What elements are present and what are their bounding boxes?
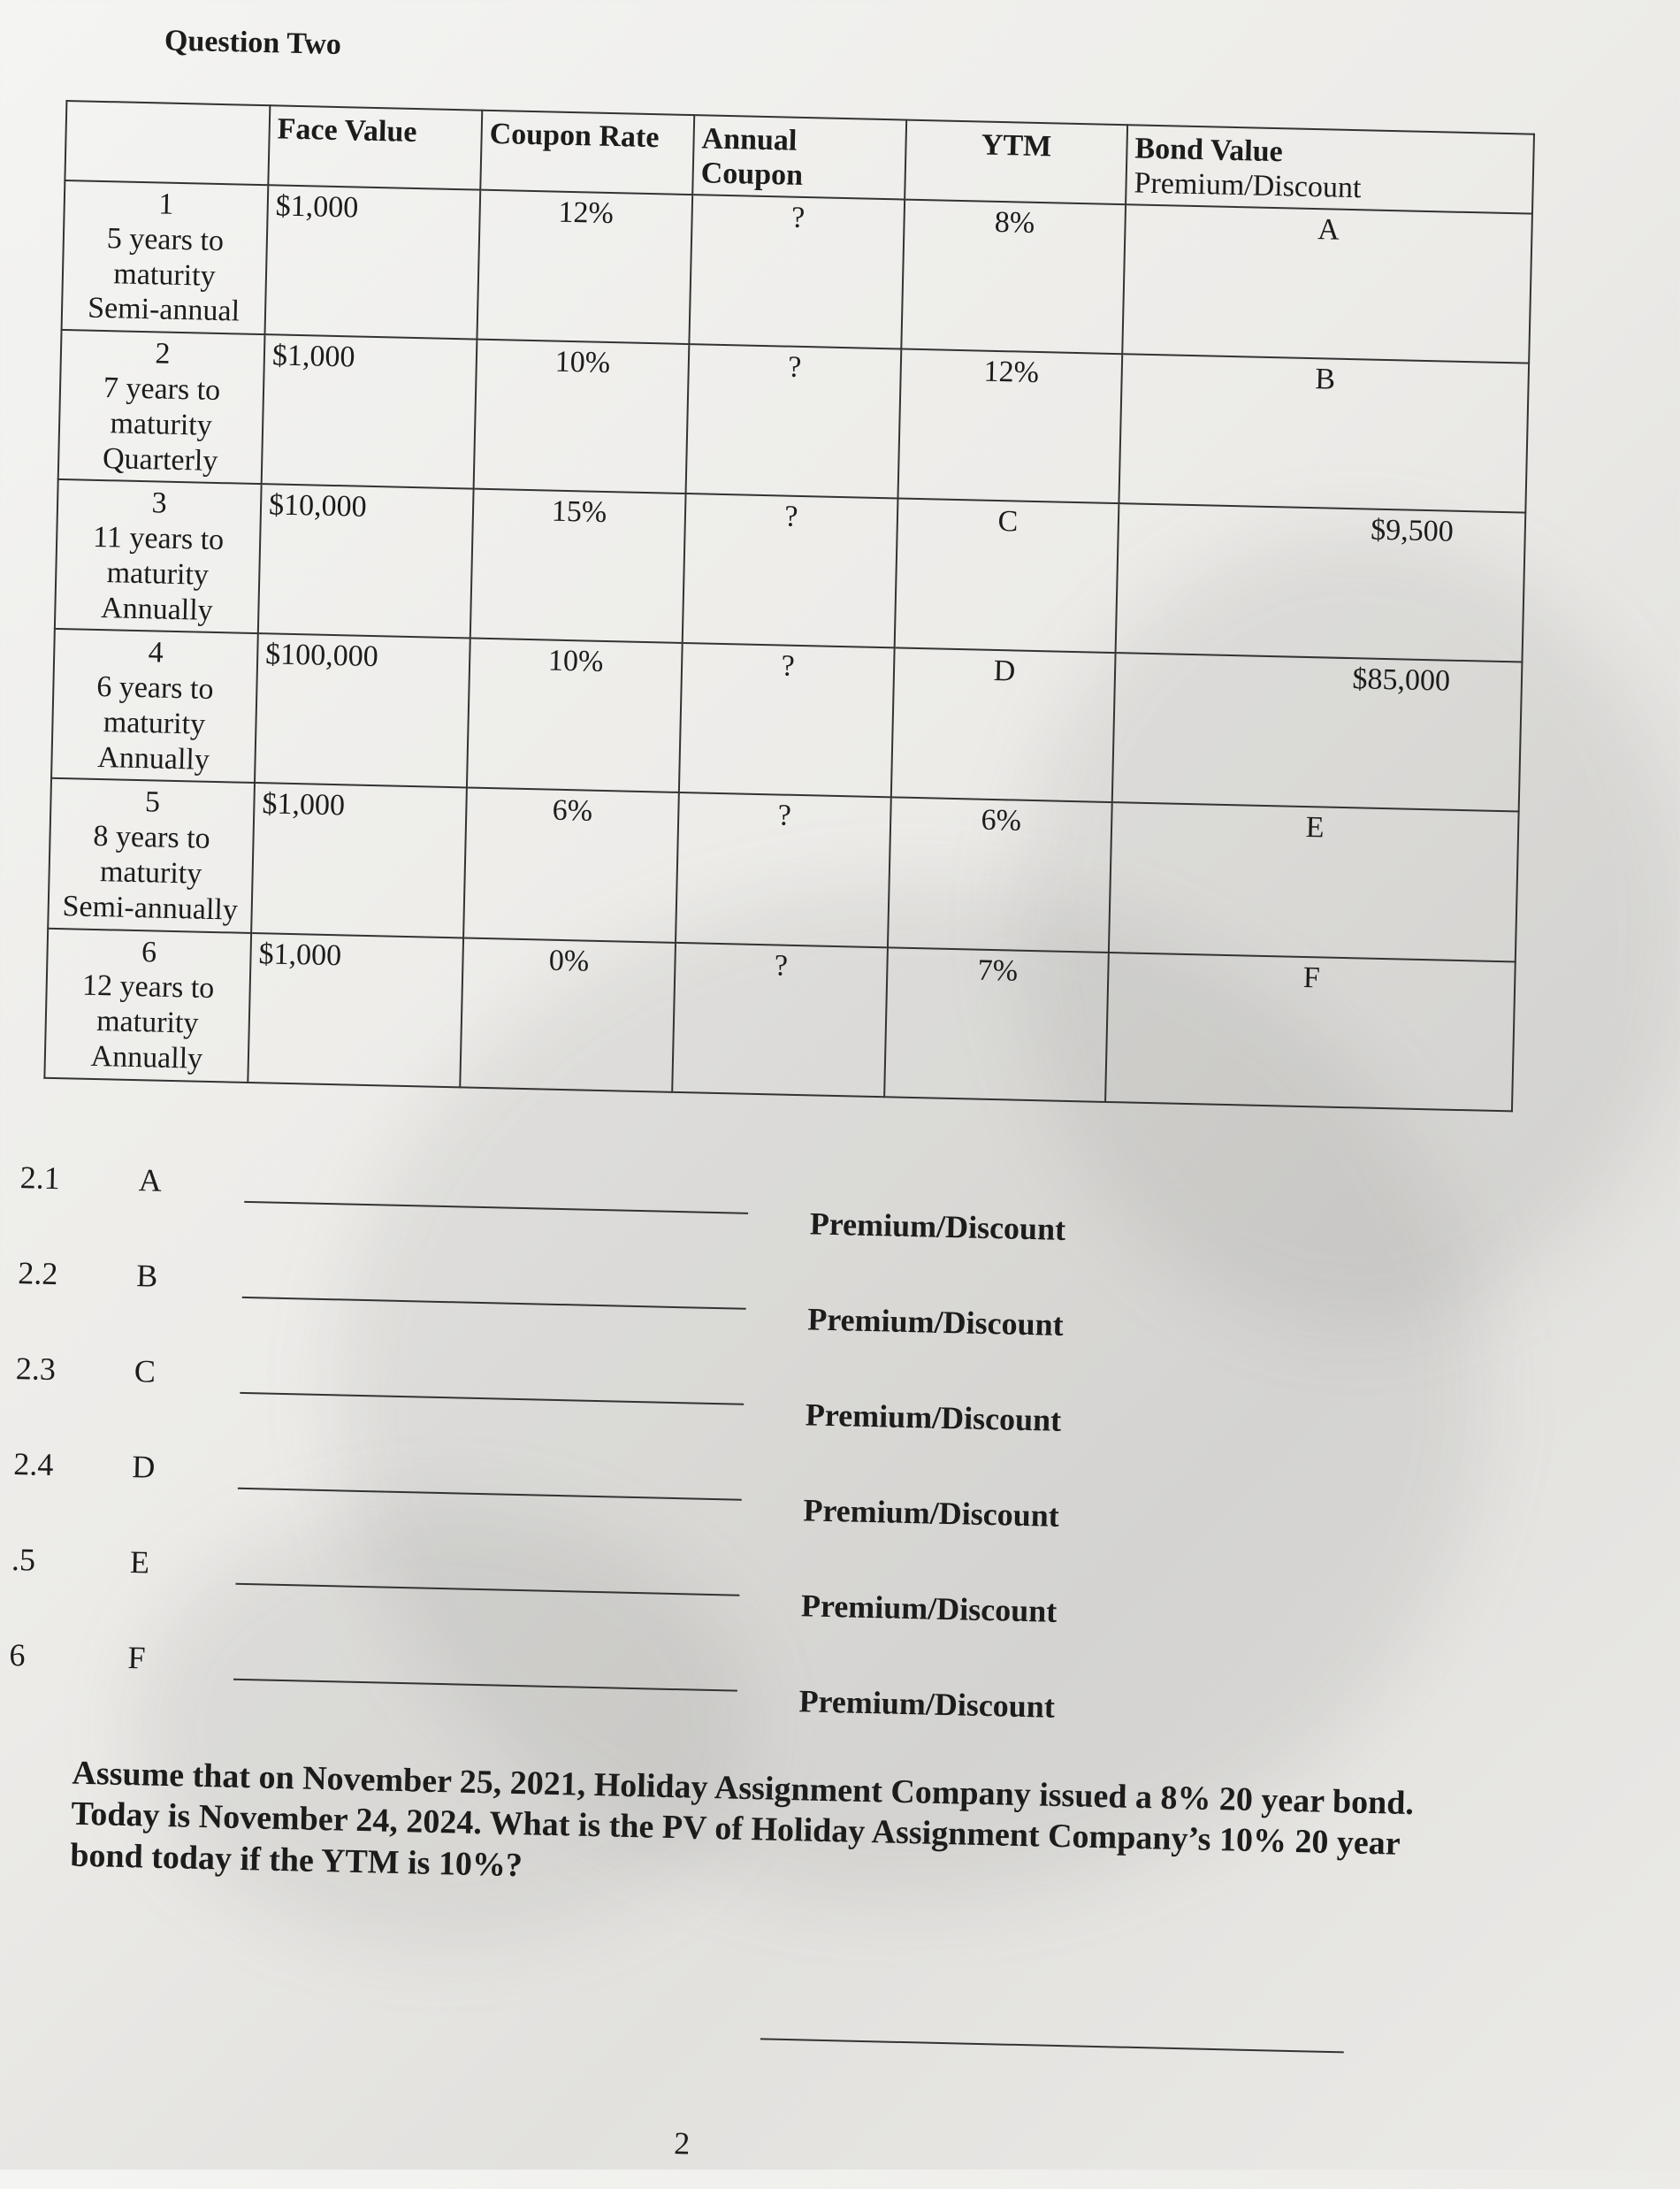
bond-value-cell: E	[1109, 802, 1519, 961]
row-label	[62, 180, 269, 334]
ytm-cell: 12%	[897, 349, 1122, 504]
answer-blank-line[interactable]	[244, 1201, 748, 1214]
answer-row-2-5	[0, 1540, 1138, 1629]
row-label	[51, 629, 258, 783]
answer-letter: C	[134, 1353, 157, 1389]
answer-number: 2.3	[15, 1351, 57, 1388]
row-frequency: Semi-annually	[62, 889, 239, 927]
annual-coupon-cell: ?	[689, 195, 905, 348]
bond-value-cell: F	[1105, 952, 1516, 1110]
premium-discount-choice[interactable]: Premium/Discount	[800, 1588, 1058, 1629]
bond-value-cell: A	[1122, 204, 1532, 363]
header-coupon-rate: Coupon Rate	[480, 111, 694, 195]
row-frequency: Annually	[90, 1039, 203, 1075]
header-ytm	[905, 120, 1127, 205]
answer-number: 2.4	[12, 1446, 54, 1483]
question-seven-text: Assume that on November 25, 2021, Holiday Assignment Company issued a 8% 20 year bond. Today is November 24, 2024. What is the PV of Holiday Assignment Company’s 10% 20 year bond today if the YTM is 10%?	[69, 1754, 1415, 1884]
header-empty	[65, 101, 270, 185]
question-seven-answer-line[interactable]	[760, 2038, 1344, 2053]
answer-letter: D	[131, 1449, 156, 1485]
answer-blank-line[interactable]	[235, 1583, 739, 1596]
answer-number: 2.2	[17, 1255, 58, 1292]
row-number: 1	[157, 188, 174, 221]
answer-row-2-2	[0, 1254, 1144, 1343]
answer-letter: E	[129, 1544, 150, 1581]
face-value-cell: $1,000	[264, 185, 480, 339]
row-number: 2	[155, 337, 171, 371]
row-term: 7 years to maturity	[103, 371, 221, 442]
premium-discount-choice[interactable]: Premium/Discount	[809, 1205, 1066, 1247]
row-frequency: Semi-annual	[87, 292, 241, 328]
row-term: 12 years to maturity	[81, 968, 215, 1040]
header-annual-coupon: Annual Coupon	[692, 115, 906, 200]
face-value-cell: $1,000	[251, 783, 467, 937]
answer-blank-line[interactable]	[242, 1297, 746, 1310]
ytm-cell: C	[895, 499, 1119, 654]
face-value-cell: $10,000	[258, 484, 474, 638]
premium-discount-choice[interactable]: Premium/Discount	[806, 1301, 1065, 1343]
coupon-rate-cell: 6%	[463, 788, 679, 942]
question-seven	[0, 1750, 1664, 1884]
row-frequency: Annually	[100, 591, 214, 627]
bond-value-cell: $85,000	[1112, 653, 1523, 811]
row-term: 6 years to maturity	[95, 670, 214, 741]
bond-table	[43, 100, 1535, 1112]
answer-section	[0, 1159, 1677, 1725]
header-face-value: Face Value	[268, 105, 482, 190]
answer-blank-line[interactable]	[238, 1488, 742, 1501]
answer-blank-line[interactable]	[233, 1679, 737, 1692]
ytm-cell: 8%	[901, 200, 1126, 355]
row-number: 4	[148, 636, 164, 670]
ytm-cell: 7%	[884, 947, 1109, 1102]
ytm-cell: D	[891, 648, 1116, 803]
bond-value-cell: B	[1119, 354, 1529, 512]
coupon-rate-cell: 12%	[477, 190, 692, 344]
page-number: 2	[673, 2125, 691, 2162]
annual-coupon-cell: ?	[683, 494, 898, 647]
header-bond-value-sub: Premium/Discount	[1134, 166, 1362, 205]
answer-letter: B	[135, 1258, 158, 1294]
annual-coupon-cell: ?	[686, 344, 902, 498]
answer-row-2-3	[0, 1349, 1142, 1438]
annual-coupon-cell: ?	[679, 643, 895, 797]
row-label	[55, 479, 262, 633]
header-bond-value-label: Bond Value	[1134, 132, 1284, 169]
coupon-rate-cell: 10%	[474, 340, 690, 494]
header-bond-value	[1126, 125, 1534, 214]
row-number: 3	[151, 486, 168, 521]
question-title: Question Two	[164, 24, 342, 62]
row-number: 6	[141, 935, 157, 969]
answer-number: 2.1	[19, 1160, 61, 1197]
answer-letter: F	[127, 1640, 146, 1676]
face-value-cell: $1,000	[262, 334, 477, 488]
row-frequency: Quarterly	[102, 441, 218, 478]
annual-coupon-cell: ?	[672, 942, 888, 1096]
answer-row-2-6	[0, 1635, 1136, 1725]
header-ytm-label: YTM	[981, 128, 1052, 164]
face-value-cell: $1,000	[248, 932, 463, 1086]
question-seven-number	[0, 1750, 1, 1789]
premium-discount-choice[interactable]: Premium/Discount	[805, 1397, 1062, 1438]
answer-number: 6	[9, 1636, 26, 1673]
premium-discount-choice[interactable]: Premium/Discount	[803, 1492, 1060, 1534]
annual-coupon-cell: ?	[676, 792, 891, 946]
row-number: 5	[144, 785, 161, 820]
row-term: 5 years to maturity	[106, 222, 225, 293]
row-term: 11 years to maturity	[92, 520, 225, 592]
row-label	[44, 928, 251, 1082]
answer-row-2-1	[0, 1159, 1147, 1247]
coupon-rate-cell: 10%	[467, 639, 683, 792]
row-label	[58, 330, 265, 484]
coupon-rate-cell: 15%	[470, 489, 686, 643]
row-label	[48, 778, 255, 932]
answer-row-2-4	[0, 1444, 1141, 1534]
answer-number: .5	[11, 1542, 36, 1578]
answer-blank-line[interactable]	[240, 1392, 744, 1405]
face-value-cell: $100,000	[255, 633, 470, 787]
row-term: 8 years to maturity	[93, 820, 211, 891]
answer-letter: A	[138, 1162, 163, 1198]
coupon-rate-cell: 0%	[460, 938, 676, 1091]
row-frequency: Annually	[96, 740, 210, 777]
bond-value-cell: $9,500	[1116, 503, 1526, 662]
ytm-cell: 6%	[888, 798, 1112, 953]
premium-discount-choice[interactable]: Premium/Discount	[798, 1683, 1056, 1725]
